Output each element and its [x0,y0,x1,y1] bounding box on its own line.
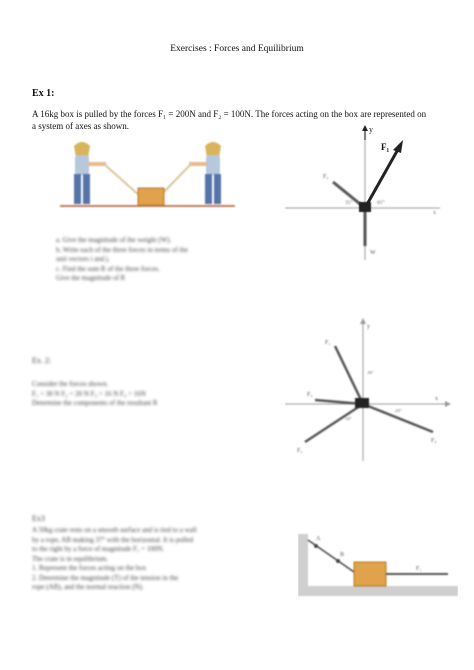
ex1-force-diagram [285,120,445,270]
ex3-label-b: B [340,552,345,558]
force-label-f1: F₁ [381,142,390,152]
question-line: unit vectors i and j. [56,255,110,263]
left-person [74,142,106,204]
exercise-3-line: A 50kg crate rests on a smooth surface and is tied to a wall [32,526,197,534]
ex3-label-f1: F₁ [416,566,422,572]
exercise-3-line: by a rope, AB making 37° with the horizontal. It is pulled [32,535,194,544]
ex2-label-x: x [435,396,438,402]
axis-x-label: x [433,210,436,216]
angle-label-right: 65° [377,200,385,206]
page-title: Exercises : Forces and Equilibrium [170,44,304,54]
exercise-3-line: to the right by a force of magnitude F₁ = 100N. [32,545,165,553]
question-line: a. Give the magnitude of the weight (W). [56,236,172,244]
force-label-w: W [370,250,376,256]
wall [298,534,308,594]
exercise-3-line: The crate is in equilibrium. [32,554,109,563]
exercise-1-heading: Ex 1: [32,88,55,99]
question-line: b. Write each of the three forces in terms of the [56,245,188,254]
box [138,188,164,205]
floor [298,586,458,596]
exercise-2-text [32,380,158,409]
question-line: Give the magnitude of R [56,274,126,282]
exercise-3-line: rope (AB), and the normal reaction (N). [32,583,144,591]
exercise-2-line: Determine the components of the resultant R [32,399,158,407]
ex2-angle-2: 50° [345,417,352,422]
ex2-angle-1: 30° [367,371,374,376]
ex2-label-f4: F₄ [431,438,437,444]
exercise-3-line: 1. Represent the forces acting on the box [32,564,147,572]
ex2-label-y: y [367,324,370,330]
exercise-3-text [32,526,197,593]
question-line: c. Find the sum R of the three forces. [56,264,160,273]
ex2-label-f2: F₂ [307,392,313,398]
ex2-label-f1: F₁ [325,340,331,346]
tug-illustration [60,138,235,213]
ex3-crate-diagram [298,530,458,600]
ex2-angle-3: 20° [395,409,402,414]
exercise-2-line: F₁ = 30 N F₂ = 20 N F₃ = 16 N F₄ = 16N [32,389,146,398]
exercise-1-statement: A 16kg box is pulled by the forces F₁ = 200N and F₂ = 100N. The forces acting on the box are represented on a system of axes as shown. [32,109,427,131]
exercise-3-heading: Ex3 [32,514,45,523]
right-person [189,142,221,204]
force-label-f2: F₂ [323,174,329,180]
ex2-label-f3: F₃ [297,448,303,454]
angle-label-left: 35° [345,200,353,206]
exercise-1-questions [56,236,188,284]
ex3-label-a: A [316,536,321,542]
exercise-3-line: 2. Determine the magnitude (T) of the tension in the [32,573,179,582]
crate [354,562,386,586]
ex2-force-diagram [285,316,455,466]
axis-y-label: y [369,125,373,134]
exercise-2-heading: Ex. 2: [32,356,52,365]
exercise-2-line: Consider the forces shown. [32,380,109,388]
